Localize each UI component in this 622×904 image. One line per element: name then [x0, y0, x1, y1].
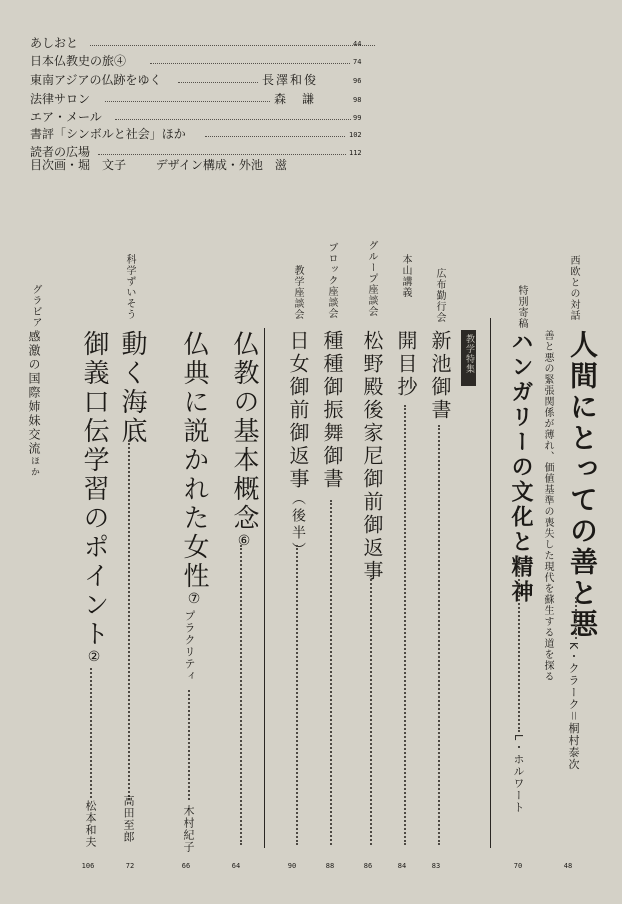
top-contents-list [0, 0, 622, 190]
toc-title: 日本仏教史の旅④ [30, 54, 127, 68]
leader-dots [188, 690, 190, 800]
leader-dots [178, 82, 258, 83]
women-author: 木村紀子 [182, 805, 195, 853]
column-rule [490, 318, 491, 848]
gosho-title[interactable]: 御義口伝学習のポイント② [79, 330, 109, 668]
toc-page: 99 [353, 114, 362, 122]
toc-title: 読者の広場 [30, 145, 91, 159]
page-number: 84 [397, 862, 407, 870]
toc-row[interactable] [30, 89, 362, 109]
study-title[interactable]: 日女御前御返事（後半） [286, 330, 310, 559]
leader-dots [90, 668, 92, 798]
leader-dots [370, 575, 372, 845]
leader-dots [115, 119, 351, 120]
page-number: 86 [363, 862, 373, 870]
page-number: 106 [81, 862, 95, 870]
special-title[interactable]: ハンガリーの文化と精神 [508, 330, 534, 605]
dialogue-subtitle: 善と悪の緊張関係が薄れ、価値基準の喪失した現代を蘇生する道を探る [542, 330, 553, 682]
leader-dots [330, 500, 332, 845]
credits [30, 156, 287, 173]
toc-title: エア・メール [30, 110, 102, 124]
leader-dots [90, 45, 375, 46]
page-number: 64 [231, 862, 241, 870]
page-number: 88 [325, 862, 335, 870]
leader-dots [296, 545, 298, 845]
kyogaku-tokushu-badge: 教学特集 [461, 330, 476, 386]
leader-dots [205, 136, 345, 137]
toc-title: 東南アジアの仏跡をゆく [30, 73, 162, 87]
design-credit: デザイン構成・外池 滋 [155, 158, 287, 172]
lecture1-title[interactable]: 新池御書 [428, 330, 452, 422]
page-number: 48 [563, 862, 573, 870]
science-author: 高田至郎 [122, 795, 135, 843]
women-subtitle: プラクリティ [183, 610, 196, 682]
toc-author: 森 謙 [274, 92, 317, 106]
toc-page: 74 [353, 58, 362, 66]
leader-dots [150, 63, 350, 64]
gosho-author: 松本和夫 [84, 800, 97, 848]
women-title[interactable]: 仏典に説かれた女性⑦ [179, 330, 209, 610]
leader-dots [575, 597, 577, 639]
special-label: 特別寄稿 [516, 285, 527, 329]
toc-title: 書評「シンボルと社会」ほか [30, 127, 186, 141]
page-number: 72 [125, 862, 135, 870]
toc-row[interactable] [30, 33, 362, 53]
toc-page: 98 [353, 96, 362, 104]
toc-author: 長澤和俊 [262, 73, 319, 87]
page-number: 83 [431, 862, 441, 870]
toc-title: あしおと [30, 36, 79, 50]
dialogue-title[interactable]: 人間にとっての善と悪 [566, 330, 599, 640]
leader-dots [438, 425, 440, 845]
column-rule [264, 328, 265, 848]
science-title[interactable]: 動く海底 [117, 330, 147, 446]
page-number: 90 [287, 862, 297, 870]
toc-title: 法律サロン [30, 92, 91, 106]
toc-page: 102 [349, 131, 362, 139]
page-number: 66 [181, 862, 191, 870]
toc-page: 112 [349, 149, 362, 157]
toc-row[interactable] [30, 124, 362, 144]
page-number: 70 [513, 862, 523, 870]
leader-dots [240, 545, 242, 845]
group-label: グループ座談会 [366, 240, 377, 317]
concept-title[interactable]: 仏教の基本概念⑥ [229, 330, 259, 552]
science-label: 科学ずいそう [124, 254, 135, 320]
dialogue-author: K・クラーク＝桐村泰次 [567, 642, 580, 771]
toc-row[interactable] [30, 70, 362, 90]
gravure-label: グラビア [30, 284, 41, 328]
special-author: L・ホルワート [512, 734, 525, 814]
leader-dots [128, 440, 130, 800]
lecture1-label: 広布勤行会 [434, 268, 445, 323]
dialogue-label: 西欧との対話 [568, 255, 579, 321]
block-label: ブロック座談会 [326, 242, 337, 319]
cover-credit: 目次画・堀 文子 [30, 158, 127, 172]
lecture2-label: 本山講義 [400, 254, 411, 298]
leader-dots [105, 101, 270, 102]
toc-row[interactable] [30, 51, 362, 71]
lecture2-title[interactable]: 開目抄 [394, 330, 418, 399]
toc-page: 44 [353, 40, 362, 48]
gravure-title[interactable]: 感激の国際姉妹交流ほか [27, 330, 41, 478]
study-label: 教学座談会 [292, 265, 303, 320]
group-title[interactable]: 松野殿後家尼御前御返事 [360, 330, 384, 583]
toc-page: 96 [353, 77, 362, 85]
block-title[interactable]: 種種御振舞御書 [320, 330, 344, 491]
leader-dots [98, 154, 346, 155]
leader-dots [518, 560, 520, 732]
leader-dots [404, 405, 406, 845]
